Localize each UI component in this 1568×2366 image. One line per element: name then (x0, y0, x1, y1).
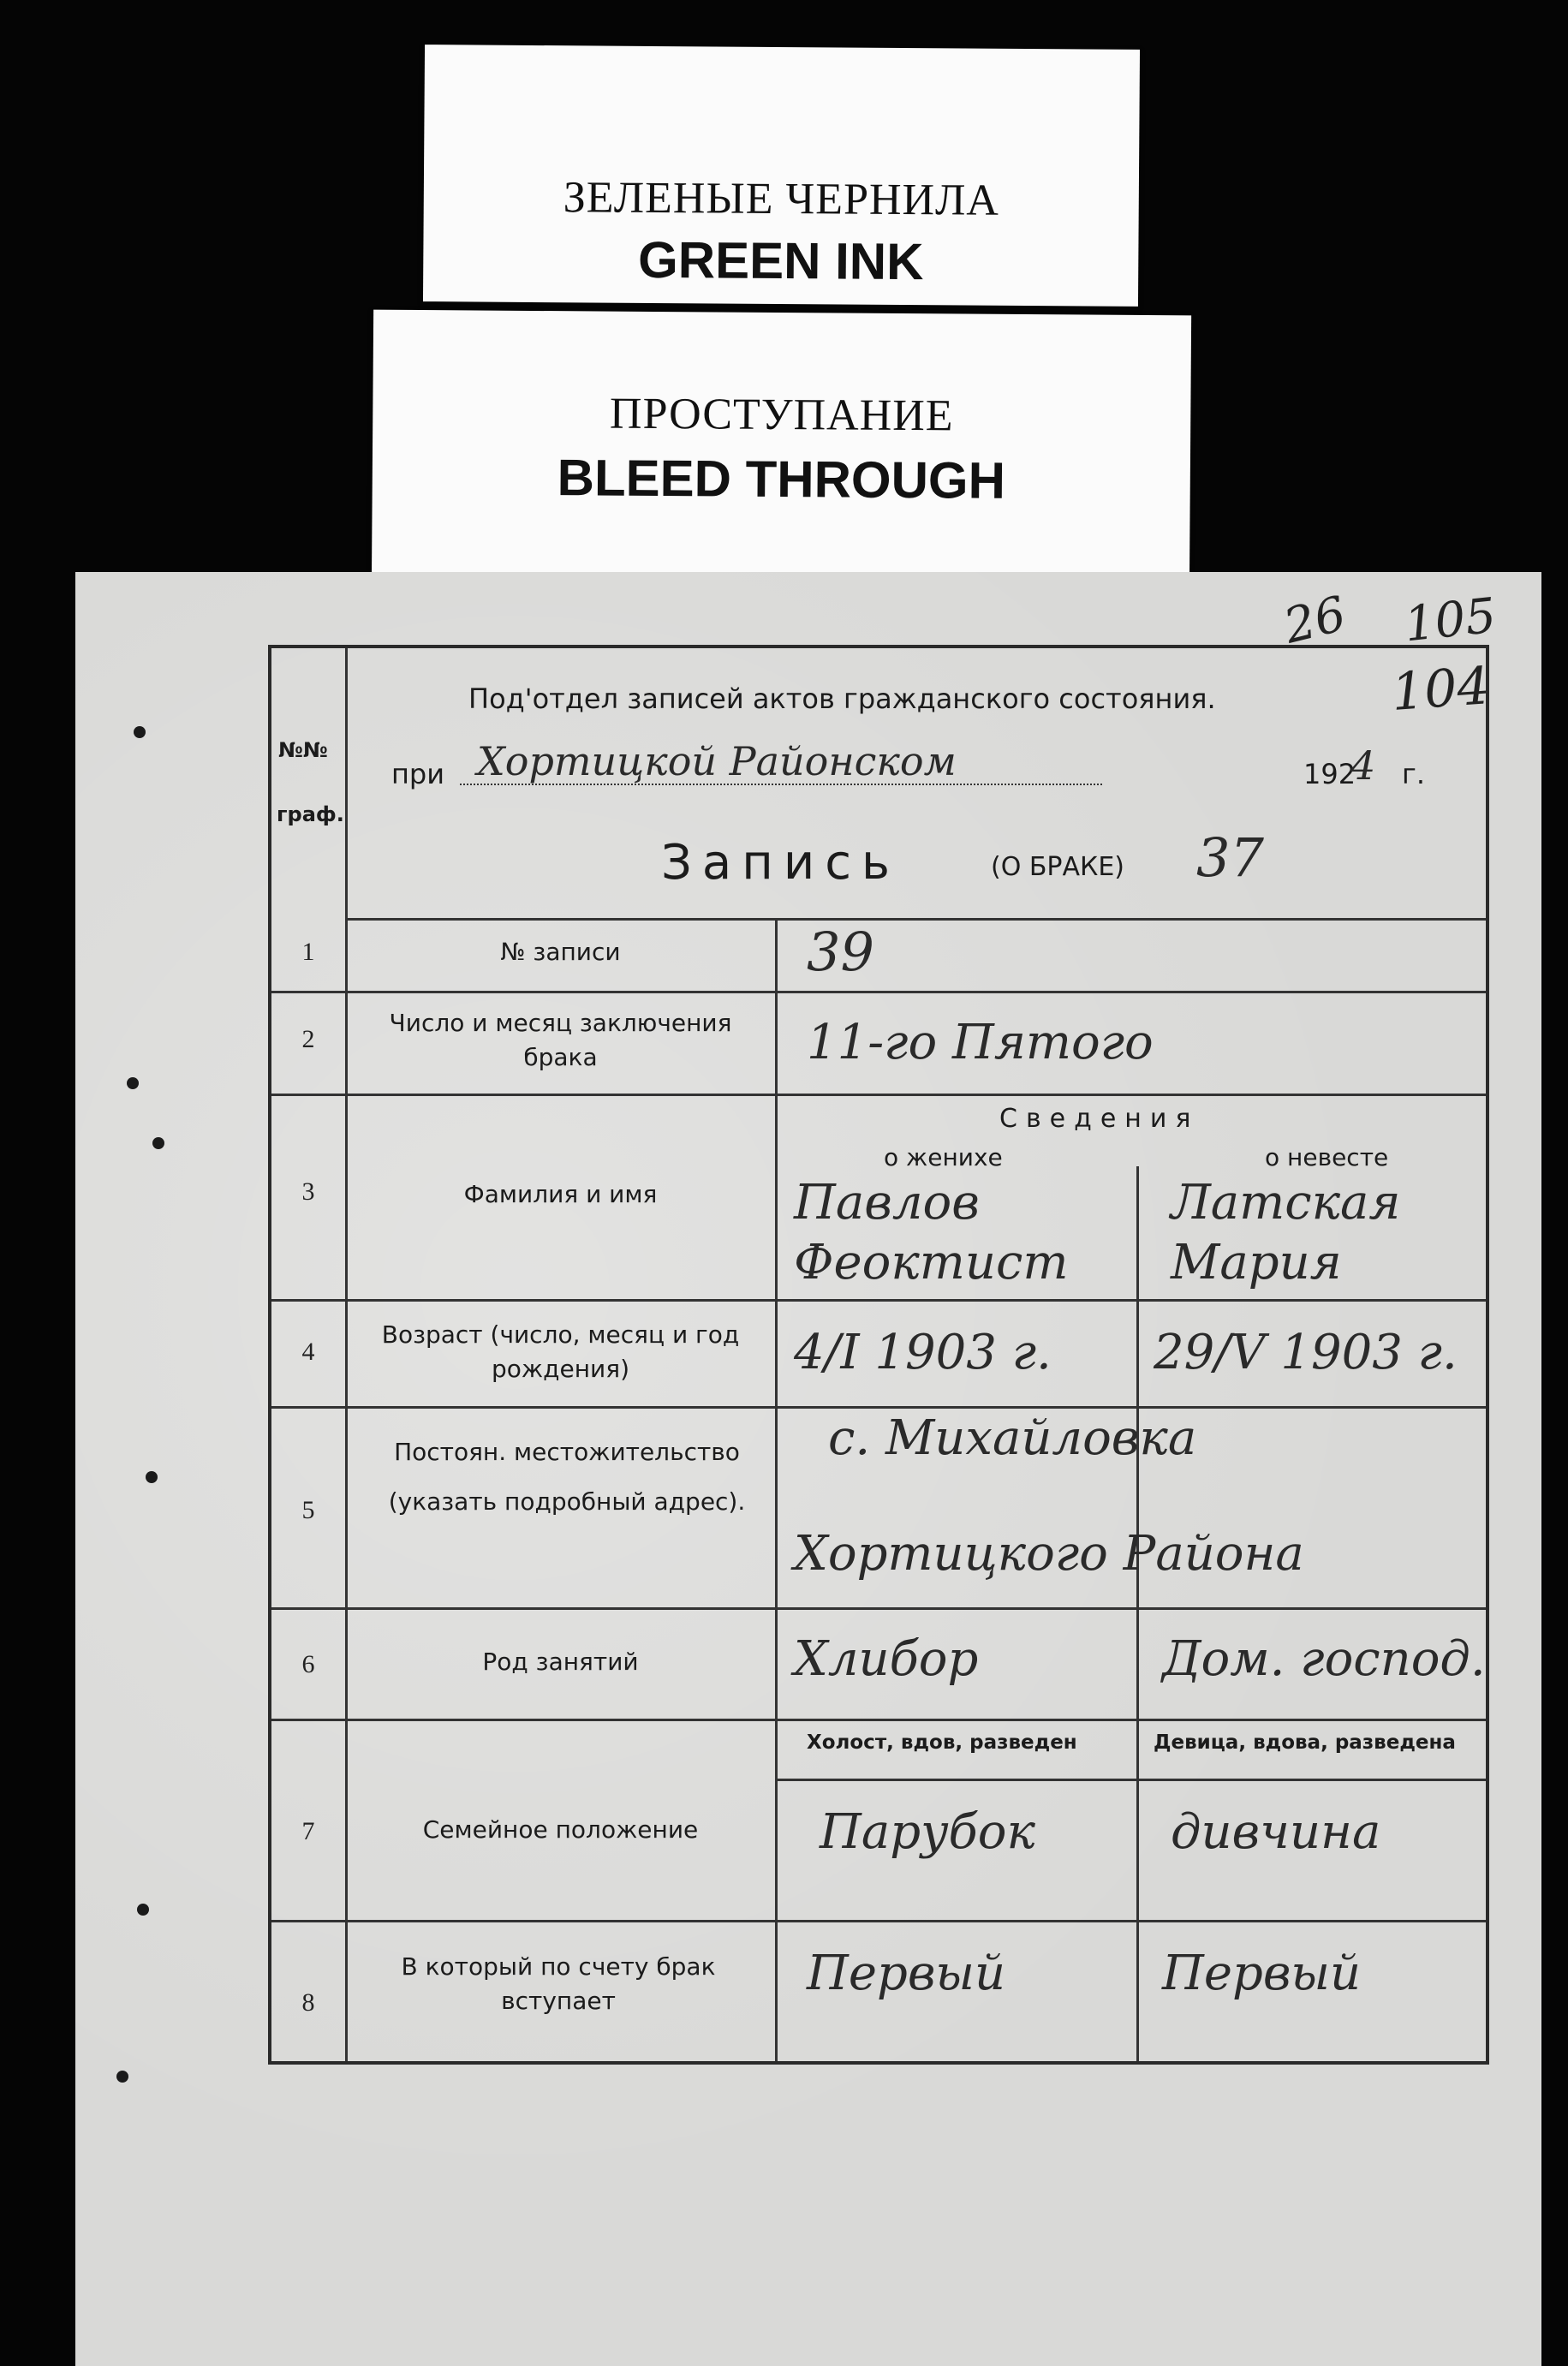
grid-line (775, 918, 778, 2061)
grid-line (345, 648, 348, 2061)
o-brake: (О БРАКЕ) (991, 852, 1125, 882)
row-label: Возраст (число, месяц и год рождения) (381, 1320, 740, 1383)
archive-number-c: 104 (1389, 656, 1492, 723)
bleed-ru: ПРОСТУПАНИЕ (609, 389, 954, 441)
marriage-date-value: 11-го Пятого (807, 1015, 1154, 1070)
archive-number-a: 26 (1279, 586, 1352, 655)
binding-hole (146, 1471, 158, 1483)
groom-header: о женихе (884, 1143, 1003, 1171)
green-ink-ru: ЗЕЛЕНЫЕ ЧЕРНИЛА (563, 173, 1000, 225)
binding-hole (134, 726, 146, 738)
svedeniya-label: Сведения (999, 1104, 1200, 1134)
row-label: Фамилия и имя (463, 1180, 658, 1208)
record-number-hw: 37 (1196, 826, 1264, 889)
bleed-through-card (372, 310, 1191, 599)
row-number: 1 (301, 938, 315, 966)
row-number: 7 (301, 1817, 315, 1845)
groom-name: Феоктист (794, 1235, 1069, 1290)
binding-hole (127, 1077, 139, 1089)
pri-value: Хортицкой Районском (477, 738, 957, 784)
col-header-graf: граф. (277, 802, 344, 826)
green-ink-en: GREEN INK (637, 230, 924, 291)
row-label: В который по счету брак вступает (401, 1952, 716, 2015)
row-number: 5 (301, 1496, 315, 1524)
year-g: г. (1402, 758, 1425, 790)
pri-underline (460, 784, 1102, 785)
col-header-numbers: №№ (278, 738, 328, 762)
address-line-1: с. Михайловка (828, 1410, 1197, 1466)
record-number-value: 39 (807, 921, 874, 983)
binding-hole (137, 1904, 149, 1916)
grid-line (271, 1607, 1486, 1610)
groom-marriage-count: Первый (807, 1946, 1006, 2001)
bride-marriage-count: Первый (1162, 1946, 1362, 2001)
bride-marital-status: дивчина (1171, 1804, 1381, 1860)
groom-occupation: Хлибор (794, 1631, 979, 1687)
address-line-2: Хортицкого Района (794, 1526, 1304, 1582)
year-prefix: 192 (1303, 758, 1356, 790)
binding-hole (116, 2071, 128, 2083)
row-number: 2 (301, 1025, 315, 1053)
row-label: Семейное положение (422, 1815, 699, 1844)
groom-surname: Павлов (794, 1175, 980, 1231)
bride-header: о невесте (1265, 1143, 1389, 1171)
devitsa-header: Девица, вдова, разведена (1154, 1731, 1456, 1754)
pri-label: при (391, 758, 445, 790)
row-number: 6 (301, 1650, 315, 1678)
bride-occupation: Дом. господ. (1162, 1631, 1486, 1687)
office-title: Под'отдел записей актов гражданского состояния. (468, 682, 1216, 715)
marriage-record-form (268, 645, 1489, 2065)
row-label: Число и месяц заключения брака (389, 1009, 732, 1071)
grid-line (271, 1406, 1486, 1409)
archive-number-b: 105 (1401, 587, 1499, 653)
bride-name: Мария (1171, 1235, 1342, 1290)
bleed-en: BLEED THROUGH (557, 449, 1006, 510)
row-label: № записи (500, 938, 621, 966)
groom-age: 4/I 1903 г. (794, 1325, 1052, 1380)
grid-line (271, 1094, 1486, 1096)
bride-age: 29/V 1903 г. (1154, 1325, 1458, 1380)
row-number: 3 (301, 1177, 315, 1206)
green-ink-card (423, 45, 1140, 307)
holost-header: Холост, вдов, разведен (807, 1731, 1077, 1754)
grid-line (271, 1920, 1486, 1922)
binding-hole (152, 1137, 164, 1149)
grid-line (345, 918, 1486, 921)
row-number: 8 (301, 1988, 315, 2017)
zapis-title: Запись (661, 835, 901, 891)
grid-line (775, 1779, 1486, 1781)
year-suffix: 4 (1350, 742, 1376, 789)
grid-line (271, 1299, 1486, 1302)
row-number: 4 (301, 1338, 315, 1366)
grid-line (271, 991, 1486, 993)
bride-surname: Латская (1171, 1175, 1401, 1231)
row-label: Постоян. местожительство (указать подробный адрес). (388, 1438, 746, 1516)
groom-marital-status: Парубок (820, 1804, 1035, 1860)
row-label: Род занятий (482, 1648, 639, 1676)
grid-line (271, 1719, 1486, 1721)
